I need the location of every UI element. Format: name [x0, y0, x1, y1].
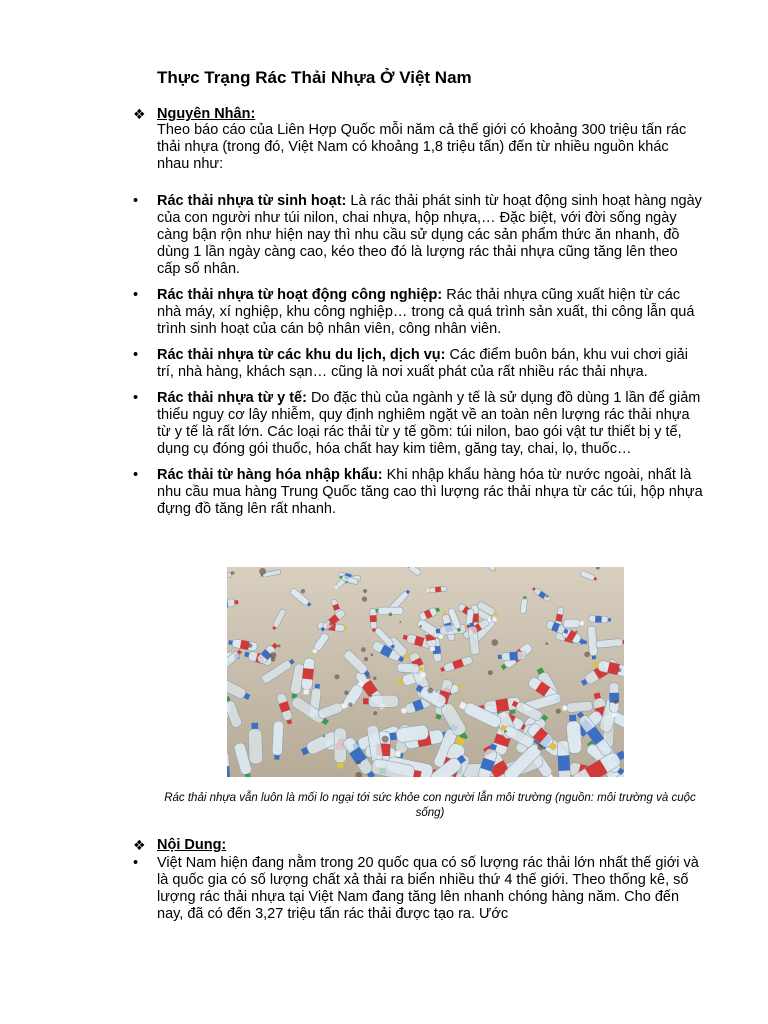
debris-shape: [575, 631, 577, 633]
debris-shape: [366, 674, 371, 679]
list-item-text: Khi nhập khẩu hàng hóa từ nước ngoài, nhất là nhu cầu mua hàng Trung Quốc tăng cao thì lượng rác thải nhựa từ các túi, hộp nhựa đựng đồ tăng lên rất nhanh.: [157, 467, 703, 517]
bottle-shape: [557, 740, 571, 777]
debris-shape: [348, 703, 353, 708]
bullet-icon: •: [133, 467, 139, 483]
bullet-icon: •: [133, 390, 139, 406]
list-item: [133, 347, 703, 381]
debris-shape: [546, 595, 549, 598]
list-item-text: Rác thải nhựa cũng xuất hiện từ các nhà máy, xí nghiệp, khu công nghiệp… trong cả quá trình sản xuất, thi công lẫn quá trình sinh hoạt của cán bộ nhân viên, công nhân viên.: [157, 287, 695, 337]
debris-shape: [248, 643, 253, 648]
debris-shape: [537, 745, 543, 751]
debris-shape: [373, 711, 377, 715]
debris-shape: [427, 688, 433, 694]
debris-shape: [371, 653, 374, 656]
diamond-bullet-icon: ❖: [133, 106, 146, 122]
list-item: [133, 855, 703, 923]
debris-shape: [556, 709, 561, 714]
debris-shape: [329, 622, 332, 625]
list-item: [133, 390, 703, 458]
debris-shape: [361, 647, 366, 652]
list-item-label: Rác thải nhựa từ sinh hoạt:: [157, 193, 347, 209]
section-title-content: Nội Dung:: [157, 837, 227, 853]
bottle-shape: [609, 683, 619, 717]
image-caption: Rác thải nhựa vẫn luôn là mối lo ngại tới sức khỏe con người lẫn môi trường (nguồn: môi trường và cuộc sống): [164, 792, 696, 819]
document-title: Thực Trạng Rác Thải Nhựa Ở Việt Nam: [157, 68, 472, 87]
debris-shape: [504, 730, 507, 733]
plastic-bottles-beach-image: [227, 567, 624, 777]
list-item-text: Là rác thải phát sinh từ hoạt động sinh hoạt hàng ngày của con người như túi nilon, chai nhựa, hộp nhựa,… Đặc biệt, với đời sống ngày càng bận rộn như hiện nay thì nhu cầu sử dụng các sản phẩm thức ăn nhanh, đồ dùng 1 lần ngày càng cao, kéo theo đó là lượng rác thải nhựa cũng tăng lên theo cấp số nhân.: [157, 193, 702, 277]
debris-shape: [362, 596, 367, 601]
debris-shape: [363, 589, 367, 593]
plastic-waste-photo: [227, 567, 624, 777]
debris-shape: [277, 644, 280, 647]
list-item: [133, 287, 703, 338]
list-item-text: Do đặc thù của ngành y tế là sử dụng đồ dùng 1 lần để giảm thiểu nguy cơ lây nhiễm, quy định nghiêm ngặt về an toàn nên lượng rác thải nhựa từ y tế là rất lớn. Các loại rác thải từ y tế gồm: túi nilon, bao gói vật tư thiết bị y tế, dụng cụ đóng gói thuốc, hóa chất hay kim tiêm, găng tay, chai, lọ, thuốc…: [157, 390, 701, 457]
debris-shape: [399, 621, 401, 623]
list-item-label: Rác thải nhựa từ các khu du lịch, dịch vụ:: [157, 347, 446, 363]
debris-shape: [335, 674, 340, 679]
section-title-causes: Nguyên Nhân:: [157, 106, 256, 122]
debris-shape: [357, 760, 361, 764]
debris-shape: [230, 571, 234, 575]
bullet-icon: •: [133, 287, 139, 303]
list-item: [133, 467, 703, 518]
bullet-icon: •: [133, 855, 139, 871]
diamond-bullet-icon: ❖: [133, 837, 146, 853]
debris-shape: [614, 700, 618, 704]
debris-shape: [545, 642, 548, 645]
bullet-icon: •: [133, 347, 139, 363]
debris-shape: [344, 691, 348, 695]
debris-shape: [271, 657, 276, 662]
content-list: [133, 855, 703, 923]
debris-shape: [382, 736, 389, 743]
debris-shape: [491, 639, 498, 646]
list-item-label: Rác thải từ hàng hóa nhập khẩu:: [157, 467, 383, 483]
debris-shape: [584, 652, 590, 658]
debris-shape: [364, 657, 368, 661]
list-item-text: Các điểm buôn bán, khu vui chơi giải trí, nhà hàng, khách sạn… cũng là nơi xuất phát của rất nhiều rác thải nhựa.: [157, 347, 688, 380]
intro-paragraph: Theo báo cáo của Liên Hợp Quốc mỗi năm cả thế giới có khoảng 300 triệu tấn rác thải nhựa (trong đó, Việt Nam có khoảng 1,8 triệu tấn) đến từ nhiều nguồn khác nhau như:: [157, 122, 687, 172]
list-item: [133, 193, 703, 278]
list-item-text: Việt Nam hiện đang nằm trong 20 quốc qua có số lượng rác thải lớn nhất thế giới và là quốc gia có số lượng chất xả thải ra biển nhiều thứ 4 thế giới. Theo thống kê, số lượng rác thải nhựa tại Việt Nam đang tăng lên nhanh chóng hàng năm. Cho đến nay, đã có đến 3,27 triệu tấn rác thải được tạo ra. Ước: [157, 855, 699, 922]
causes-list: [133, 193, 703, 527]
debris-shape: [301, 589, 305, 593]
debris-shape: [370, 695, 372, 697]
debris-shape: [488, 670, 493, 675]
debris-shape: [259, 568, 266, 575]
bullet-icon: •: [133, 193, 139, 209]
debris-shape: [419, 625, 422, 628]
list-item-label: Rác thải nhựa từ y tế:: [157, 390, 307, 406]
debris-shape: [373, 677, 376, 680]
list-item-label: Rác thải nhựa từ hoạt động công nghiệp:: [157, 287, 443, 303]
debris-shape: [323, 735, 326, 738]
debris-shape: [617, 668, 621, 672]
section-heading-causes: [133, 105, 255, 123]
debris-shape: [389, 613, 393, 617]
section-heading-content: [133, 836, 226, 854]
